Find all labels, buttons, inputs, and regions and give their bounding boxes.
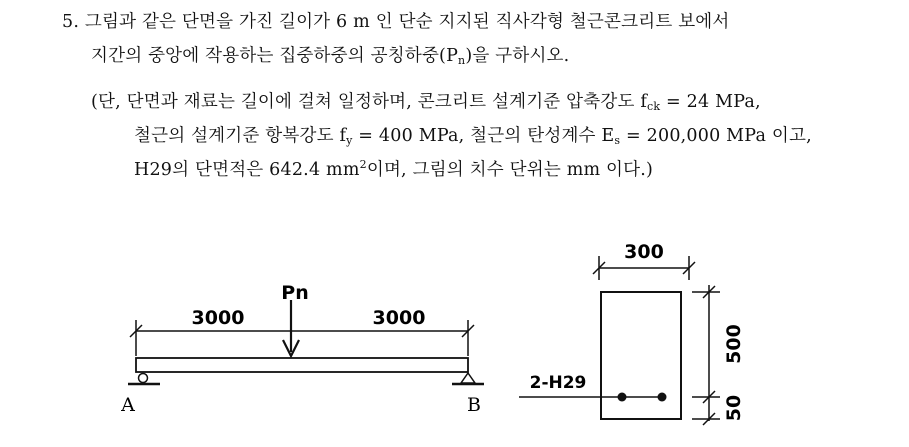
condition-3b: = 24 MPa, [660,92,761,112]
section-width-label: 300 [624,241,664,263]
support-b-label: B [467,394,481,416]
left-span-label: 3000 [191,307,245,329]
superscript-2: 2 [359,158,367,171]
support-a-symbol [128,374,160,385]
subscript-y: y [346,134,353,147]
problem-number: 5. [62,12,80,32]
section-outline [601,292,681,419]
condition-5b: 이며, 그림의 치수 단위는 mm 이다.) [366,160,654,180]
support-a-label: A [121,394,135,416]
condition-4a: 철근의 설계기준 항복강도 f [134,126,347,146]
rebar-right [658,393,667,402]
problem-statement-2a: 지간의 중앙에 작용하는 집중하중의 공칭하중(P [91,46,459,66]
condition-3a: (단, 단면과 재료는 길이에 걸쳐 일정하며, 콘크리트 설계기준 압축강도 f [91,92,648,112]
beam-elevation [128,300,484,384]
subscript-s: s [614,134,621,147]
section-depth-label: 500 [723,324,745,364]
load-label: Pn [281,282,309,304]
problem-statement-2b: )을 구하시오. [465,46,570,66]
right-span-label: 3000 [372,307,426,329]
condition-4b: = 400 MPa, 철근의 탄성계수 E [352,126,615,146]
rebar-label: 2-H29 [529,373,587,393]
subscript-n: n [458,54,466,67]
subscript-ck: ck [647,100,661,113]
section-cover-label: 50 [723,394,745,422]
rebar-left [618,393,627,402]
support-b-symbol [452,373,484,384]
problem-statement-1: 그림과 같은 단면을 가진 길이가 6 m 인 단순 지지된 직사각형 철근콘크리트 보에서 [84,12,730,32]
beam-body [136,358,468,372]
condition-5a: H29의 단면적은 642.4 mm [134,160,360,180]
condition-4c: = 200,000 MPa 이고, [620,126,812,146]
